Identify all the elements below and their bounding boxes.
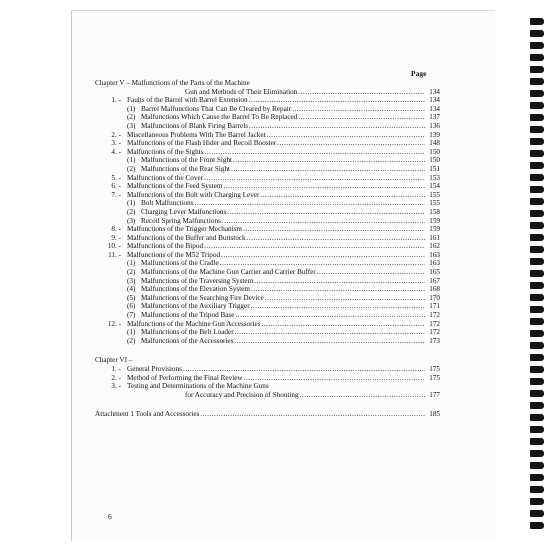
spiral-binding (530, 18, 546, 536)
toc-entry (95, 113, 440, 122)
toc-entry-page: 185 (429, 410, 440, 419)
binding-ring (530, 354, 544, 361)
toc-entry-page: 155 (429, 199, 440, 208)
toc-entry-subnumber: (2) (127, 164, 136, 173)
binding-ring (530, 378, 544, 385)
toc-entry-page: 163 (429, 250, 440, 259)
toc-entry-page: 165 (429, 268, 440, 277)
toc-entry-number: 11. - (108, 250, 121, 259)
toc-leader-dots (298, 113, 425, 122)
toc-entry-page: 151 (429, 164, 440, 173)
binding-ring (530, 366, 544, 373)
binding-ring (530, 438, 544, 445)
toc-entry-title: Malfunctions of the Trigger Mechanism (127, 225, 242, 234)
toc-entry-number: 5. - (111, 173, 121, 182)
toc-leader-dots (300, 391, 425, 400)
toc-entry-title: Malfunctions of the Buffer and Buttstock (127, 233, 246, 242)
toc-entry-subnumber: (2) (127, 336, 136, 345)
toc-leader-dots (249, 122, 425, 131)
binding-ring (530, 54, 544, 61)
toc-entry (95, 365, 440, 374)
toc-leader-dots (220, 259, 425, 268)
toc-entry-title: Chapter V – Malfunctions of the Parts of the Machine (95, 79, 250, 87)
toc-entry-page: 137 (429, 113, 440, 122)
toc-entry (95, 217, 440, 226)
toc-leader-dots (222, 217, 425, 226)
toc-entry-page: 139 (429, 130, 440, 139)
page-column-header: Page (411, 69, 427, 78)
toc-entry-title: General Provisions (127, 365, 182, 373)
toc-entry-subnumber: (5) (127, 293, 136, 302)
binding-ring (530, 510, 544, 517)
binding-ring (530, 114, 544, 121)
table-of-contents (95, 79, 440, 419)
toc-entry-title: Malfunctions of the Tripod Base (141, 311, 235, 320)
binding-ring (530, 90, 544, 97)
binding-ring (530, 258, 544, 265)
toc-entry-page: 134 (429, 87, 440, 96)
toc-entry-subnumber: (4) (127, 285, 136, 294)
toc-entry (95, 199, 440, 208)
toc-entry-page: 155 (429, 190, 440, 199)
toc-entry-subnumber: (6) (127, 302, 136, 311)
toc-leader-dots (195, 199, 425, 208)
toc-leader-dots (244, 374, 425, 383)
toc-entry-number: 10. - (107, 242, 121, 251)
toc-leader-dots (231, 165, 425, 174)
toc-leader-dots (262, 320, 425, 329)
toc-leader-dots (317, 268, 425, 277)
toc-entry (95, 156, 440, 165)
toc-leader-dots (260, 191, 425, 200)
toc-entry-page: 159 (429, 225, 440, 234)
toc-entry (95, 234, 440, 243)
binding-ring (530, 390, 544, 397)
toc-entry-page: 175 (429, 365, 440, 373)
toc-entry (95, 337, 440, 346)
toc-spacer (95, 345, 440, 356)
toc-entry-page: 158 (429, 207, 440, 216)
toc-entry (95, 374, 440, 383)
binding-ring (530, 306, 544, 313)
toc-entry (95, 122, 440, 131)
binding-ring (530, 102, 544, 109)
binding-ring (530, 78, 544, 85)
toc-entry-title: Method of Performing the Final Review (127, 373, 243, 382)
toc-entry-page: 154 (429, 182, 440, 191)
toc-entry-page: 173 (429, 336, 440, 345)
binding-ring (530, 414, 544, 421)
toc-entry-title: Malfunctions of the Rear Sight (141, 164, 231, 173)
toc-entry-title: Malfunctions of the Front Sight (141, 156, 233, 165)
toc-entry-subnumber: (1) (127, 328, 136, 337)
toc-leader-dots (251, 302, 425, 311)
binding-ring (530, 282, 544, 289)
toc-entry (95, 182, 440, 191)
toc-leader-dots (204, 174, 425, 183)
toc-entry-title: Malfunctions of the Machine Gun Accessories (127, 319, 261, 328)
binding-ring (530, 198, 544, 205)
toc-entry-title: Malfunctions of the Traversing System (141, 276, 254, 285)
toc-entry-page: 136 (429, 121, 440, 130)
toc-entry-page: 172 (429, 328, 440, 337)
toc-entry-title: Testing and Determinations of the Machine Guns (127, 382, 269, 391)
binding-ring (530, 330, 544, 337)
binding-ring (530, 18, 544, 25)
toc-entry (95, 382, 440, 391)
toc-entry (95, 79, 440, 88)
toc-leader-dots (200, 410, 425, 419)
toc-entry-title: Bolt Malfunctions (141, 199, 194, 208)
toc-leader-dots (234, 337, 425, 346)
toc-entry-page: 167 (429, 276, 440, 285)
toc-entry-number: 8. - (111, 225, 121, 234)
toc-entry-title: Malfunctions of the Accessories (141, 336, 234, 345)
toc-leader-dots (243, 225, 425, 234)
toc-leader-dots (227, 208, 425, 217)
toc-entry (95, 148, 440, 157)
toc-entry-number: 3. - (111, 139, 121, 148)
toc-entry-title: Faults of the Barrel with Barrel Extension (127, 96, 248, 105)
toc-entry-title: Miscellaneous Problems With The Barrel Jacket (127, 130, 266, 139)
toc-entry (95, 259, 440, 268)
binding-ring (530, 342, 544, 349)
binding-ring (530, 150, 544, 157)
toc-leader-dots (183, 365, 425, 374)
toc-entry-title: Malfunctions of the Cover (127, 173, 204, 182)
toc-entry-subnumber: (2) (127, 113, 136, 122)
binding-ring (530, 270, 544, 277)
toc-entry-title: for Accuracy and Precision of Shooting (185, 390, 299, 399)
toc-entry-subnumber: (1) (127, 156, 136, 165)
toc-entry (95, 105, 440, 114)
binding-ring (530, 402, 544, 409)
toc-entry-number: 6. - (111, 182, 121, 191)
binding-ring (530, 186, 544, 193)
toc-entry-subnumber: (1) (127, 259, 136, 268)
toc-entry (95, 328, 440, 337)
toc-leader-dots (292, 105, 425, 114)
toc-entry-subnumber: (7) (127, 311, 136, 320)
toc-entry-subnumber: (2) (127, 207, 136, 216)
toc-leader-dots (235, 311, 425, 320)
toc-entry (95, 96, 440, 105)
toc-entry (95, 294, 440, 303)
toc-entry-title: Malfunctions of the Elevation System (141, 285, 250, 294)
binding-ring (530, 162, 544, 169)
binding-ring (530, 450, 544, 457)
toc-leader-dots (204, 242, 425, 251)
toc-leader-dots (247, 234, 425, 243)
toc-entry-number: 1. - (111, 365, 121, 373)
binding-ring (530, 426, 544, 433)
toc-entry-subnumber: (3) (127, 216, 136, 225)
toc-entry-page: 172 (429, 319, 440, 328)
toc-entry-page: 150 (429, 147, 440, 156)
toc-entry-subnumber: (3) (127, 121, 136, 130)
toc-entry-title: Malfunctions of the Sights (127, 147, 204, 156)
toc-entry-title: Recoil Spring Malfunctions (141, 216, 221, 225)
binding-ring (530, 138, 544, 145)
toc-entry (95, 242, 440, 251)
binding-ring (530, 498, 544, 505)
binding-ring (530, 246, 544, 253)
toc-entry-subnumber: (3) (127, 276, 136, 285)
toc-leader-dots (265, 294, 425, 303)
toc-entry-subnumber: (1) (127, 104, 136, 113)
toc-entry-number: 2. - (111, 130, 121, 139)
toc-entry-subnumber: (1) (127, 199, 136, 208)
toc-leader-dots (221, 251, 425, 260)
toc-entry-page: 171 (429, 302, 440, 311)
toc-entry-page: 163 (429, 259, 440, 268)
toc-entry-page: 175 (429, 373, 440, 382)
binding-ring (530, 294, 544, 301)
binding-ring (530, 234, 544, 241)
toc-entry-title: Gun and Methods of Their Elimination (185, 87, 298, 96)
toc-entry-title: Barrel Malfunctions That Can Be Cleared by Repair (141, 104, 292, 113)
toc-entry (95, 88, 440, 97)
toc-entry-title: Malfunctions Which Cause the Barrel To Be Replaced (141, 113, 298, 122)
toc-entry (95, 191, 440, 200)
toc-entry-title: Malfunctions of the Auxiliary Trigger (141, 302, 250, 311)
toc-entry-number: 3. - (111, 382, 121, 391)
toc-entry-title: Malfunctions of the Bipod (127, 242, 204, 251)
binding-ring (530, 486, 544, 493)
toc-entry-page: 161 (429, 233, 440, 242)
toc-entry-title: Malfunctions of the Flash Hider and Recoil Booster (127, 139, 277, 148)
toc-entry-number: 1. - (111, 96, 121, 105)
toc-entry-number: 9. - (111, 233, 121, 242)
toc-entry-page: 172 (429, 311, 440, 320)
toc-entry-number: 7. - (111, 190, 121, 199)
toc-entry-title: Charging Lever Malfunctions (141, 207, 227, 216)
toc-entry (95, 410, 440, 419)
toc-entry (95, 225, 440, 234)
toc-entry (95, 174, 440, 183)
toc-entry-title: Malfunctions of the Machine Gun Carrier and Carrier Buffer (141, 268, 316, 277)
toc-entry (95, 165, 440, 174)
binding-ring (530, 210, 544, 217)
toc-entry-subnumber: (2) (127, 268, 136, 277)
toc-entry-number: 4. - (111, 147, 121, 156)
toc-entry-page: 168 (429, 285, 440, 294)
binding-ring (530, 66, 544, 73)
toc-entry (95, 277, 440, 286)
toc-entry-page: 153 (429, 173, 440, 182)
toc-entry-title: Chapter VI – (95, 356, 133, 365)
toc-leader-dots (277, 139, 425, 148)
toc-entry-page: 134 (429, 104, 440, 113)
toc-entry-title: Attachment 1 Tools and Accessories (95, 410, 200, 419)
page-number: 6 (108, 512, 112, 521)
toc-entry (95, 268, 440, 277)
toc-leader-dots (204, 148, 425, 157)
toc-leader-dots (223, 182, 425, 191)
binding-ring (530, 318, 544, 325)
toc-entry-title: Malfunctions of the Cradle (141, 259, 219, 268)
binding-ring (530, 126, 544, 133)
binding-ring (530, 522, 544, 529)
toc-entry-title: Malfunctions of the Bolt with Charging Lever (127, 190, 260, 199)
toc-entry-page: 162 (429, 242, 440, 251)
toc-leader-dots (267, 131, 425, 140)
toc-entry (95, 251, 440, 260)
toc-entry-number: 12. - (107, 319, 121, 328)
toc-leader-dots (233, 156, 425, 165)
toc-leader-dots (251, 285, 425, 294)
toc-leader-dots (254, 277, 425, 286)
toc-entry (95, 285, 440, 294)
toc-entry-title: Malfunctions of the Feed System (127, 182, 223, 191)
binding-ring (530, 174, 544, 181)
toc-entry-number: 2. - (111, 373, 121, 382)
toc-entry-page: 170 (429, 293, 440, 302)
toc-entry (95, 356, 440, 365)
toc-entry-page: 134 (429, 96, 440, 105)
toc-entry (95, 320, 440, 329)
toc-spacer (95, 399, 440, 410)
toc-entry-title: Malfunctions of the M52 Tripod (127, 250, 221, 259)
binding-ring (530, 462, 544, 469)
toc-entry-page: 148 (429, 139, 440, 148)
toc-entry (95, 391, 440, 400)
toc-leader-dots (235, 328, 425, 337)
toc-entry (95, 139, 440, 148)
binding-ring (530, 30, 544, 37)
binding-ring (530, 222, 544, 229)
toc-entry (95, 208, 440, 217)
toc-entry-title: Malfunctions of the Searching Fire Device (141, 293, 264, 302)
toc-entry-title: Malfunctions of the Belt Loader (141, 328, 234, 337)
toc-entry-page: 159 (429, 216, 440, 225)
binding-ring (530, 42, 544, 49)
toc-entry-title: Malfunctions of Blank Firing Barrels (141, 121, 248, 130)
toc-leader-dots (249, 96, 425, 105)
toc-leader-dots (298, 88, 425, 97)
toc-entry (95, 302, 440, 311)
toc-entry-page: 177 (429, 390, 440, 399)
toc-entry (95, 311, 440, 320)
toc-entry-page: 150 (429, 156, 440, 165)
toc-entry (95, 131, 440, 140)
binding-ring (530, 474, 544, 481)
